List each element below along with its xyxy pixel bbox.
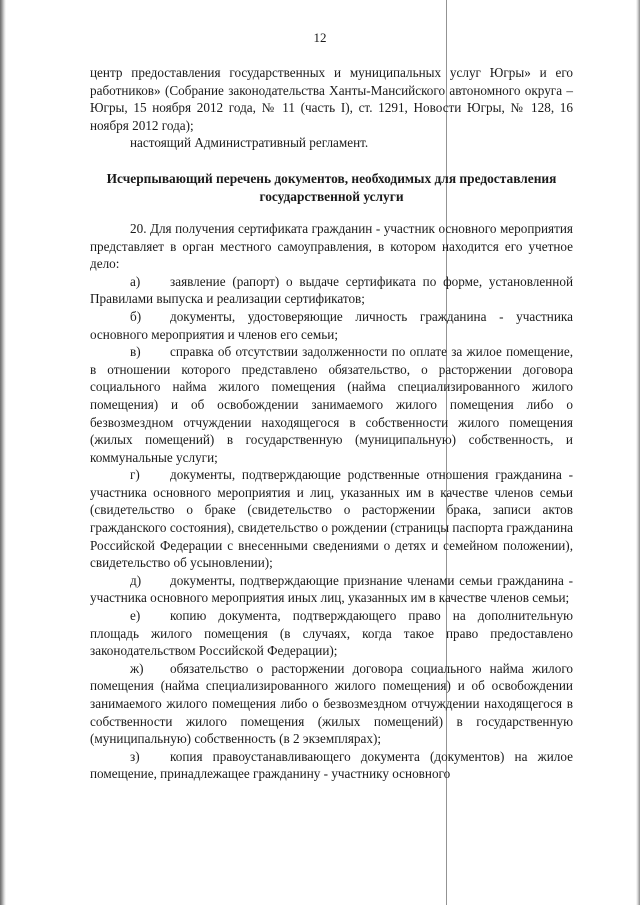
list-item — [90, 343, 573, 466]
list-item — [90, 466, 573, 572]
intro-paragraph: центр предоставления государственных и муниципальных услуг Югры» и его работников» (Собрание законодательства Ханты-Мансийского автономного округа – Югры, 15 ноября 2012 года, № 11 (часть I), ст. 1291, Новости Югры, № 128, 16 ноября 2012 года); — [90, 65, 573, 133]
list-item-text: документы, подтверждающие признание членами семьи гражданина - участника основного мероприятия иных лиц, указанных им в качестве членов семьи; — [90, 572, 573, 606]
list-item-mark: а) — [130, 273, 141, 289]
list-item-text: копия правоустанавливающего документа (документов) на жилое помещение, принадлежащее гражданину - участнику основного — [90, 748, 573, 782]
list-item-mark: з) — [130, 748, 140, 764]
list-item-text: заявление (рапорт) о выдаче сертификата по форме, установленной Правилами выпуска и реализации сертификатов; — [90, 273, 573, 307]
scan-edge-right — [636, 0, 640, 905]
list-item-mark: е) — [130, 608, 141, 624]
list-item-mark: ж) — [130, 660, 144, 676]
document-body — [90, 64, 573, 783]
list-item-text: документы, подтверждающие родственные отношения гражданина - участника основного мероприятия и лиц, указанных им в качестве членов семьи (свидетельство о браке (свидетельство о расторжении брака, записи актов гражданского состояния), свидетельство о рождении (страницы паспорта гражданина Российской Федерации с внесенными сведениями о детях и семейном положении), свидетельство об усыновлении); — [90, 467, 573, 571]
list-item-text: справка об отсутствии задолженности по оплате за жилое помещение, в отношении которого представлено обязательство, о расторжении договора социального найма жилого помещения (найма специализированного жилого помещения) и об освобождении занимаемого жилого помещения либо о безвозмездном отчуждении находящегося в собственности жилого помещения (жилых помещений) в государственную (муниципальную) собственность, и коммунальные услуги; — [90, 344, 573, 465]
regulation-line: настоящий Административный регламент. — [130, 135, 369, 151]
list-item-text: копию документа, подтверждающего право на дополнительную площадь жилого помещения (в случаях, когда такое право предоставлено законодательством Российской Федерации); — [90, 608, 573, 659]
list-item — [90, 308, 573, 343]
list-item — [90, 748, 573, 783]
list-item — [90, 572, 573, 607]
paragraph-20: 20. Для получения сертификата гражданин - участник основного мероприятия представляет в орган местного самоуправления, в котором находится его учетное дело: — [90, 220, 573, 272]
list-item-text: обязательство о расторжении договора социального найма жилого помещения (найма специализированного жилого помещения) и об освобождении занимаемого жилого помещения либо о безвозмездном отчуждении находящегося в собственности жилого помещения (жилых помещений) в государственную (муниципальную) собственность (в 2 экземплярах); — [90, 660, 573, 747]
list-item — [90, 660, 573, 748]
document-list — [90, 273, 573, 783]
list-item-mark: б) — [130, 308, 142, 324]
list-item — [90, 607, 573, 660]
list-item — [90, 273, 573, 308]
section-heading: Исчерпывающий перечень документов, необходимых для предоставления государственной услуги — [106, 170, 557, 204]
page-number: 12 — [313, 30, 327, 45]
list-item-mark: д) — [130, 572, 142, 588]
list-item-mark: в) — [130, 344, 141, 360]
list-item-text: документы, удостоверяющие личность гражданина - участника основного мероприятия и членов его семьи; — [90, 308, 573, 342]
list-item-mark: г) — [130, 467, 140, 483]
scan-edge-left — [0, 0, 6, 905]
